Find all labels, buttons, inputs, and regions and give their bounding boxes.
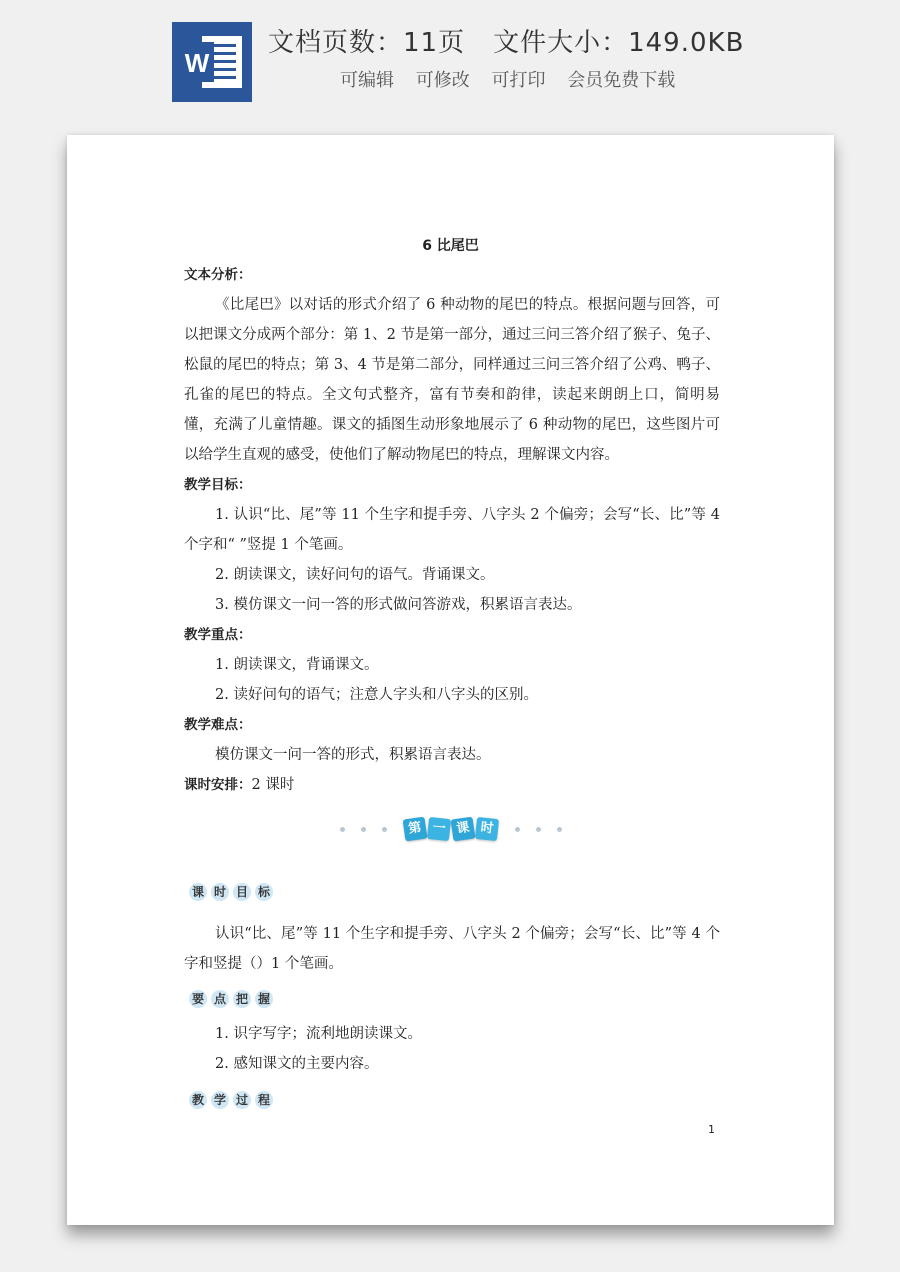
dot-icon [515,827,520,832]
lesson-divider [67,815,834,843]
lesson-goal-tag [189,880,277,904]
dot-icon [361,827,366,832]
page-count: 文档页数：11页 [268,28,466,58]
schedule-value: 2 课时 [251,777,295,793]
difficulty-text: 模仿课文一问一答的形式，积累语言表达。 [215,747,491,763]
goal-item-2: 2. 朗读课文，读好问句的语气。背诵课文。 [215,567,495,583]
feature-printable: 可打印 [491,70,546,91]
goal-item-3: 3. 模仿课文一问一答的形式做问答游戏，积累语言表达。 [215,597,582,613]
tag-char: 教 [189,1091,207,1109]
key-points-heading: 教学重点： [184,627,252,643]
file-info [268,22,744,59]
goal-item-1: 1. 认识“比、尾”等 11 个生字和提手旁、八字头 2 个偏旁；会写“长、比”等 4 个字和“ ”竖提 1 个笔画。 [184,507,720,553]
lesson-goal-block [184,919,720,979]
download-banner [0,0,900,120]
analysis-paragraph: 《比尾巴》以对话的形式介绍了 6 种动物的尾巴的特点。根据问题与回答，可以把课文分成两个部分：第 1、2 节是第一部分，通过三问三答介绍了猴子、兔子、松鼠的尾巴的特点；第 3、4 节是第二部分，同样通过三问三答介绍了公鸡、鸭子、孔雀的尾巴的特点。全文句式整齐，富有节奏和韵律，读起来朗朗上口，简明易懂，充满了儿童情趣。课文的插图生动形象地展示了 6 种动物的尾巴，这些图片可以给学生直观的感受，使他们了解动物尾巴的特点，理解课文内容。 [184,297,720,463]
tag-char: 标 [255,883,273,901]
lesson-badge-char: 课 [450,817,475,842]
lesson-badge-char: 时 [474,817,498,841]
tag-char: 要 [189,990,207,1008]
lesson-goal-text: 认识“比、尾”等 11 个生字和提手旁、八字头 2 个偏旁；会写“长、比”等 4 个字和竖提（）1 个笔画。 [184,926,720,972]
difficulty-heading: 教学难点： [184,717,252,733]
schedule-heading: 课时安排： [184,777,252,793]
dot-icon [382,827,387,832]
key-grasp-tag [189,987,277,1011]
feature-list [340,66,685,92]
feature-editable: 可编辑 [340,70,394,91]
tag-char: 时 [211,883,229,901]
tag-char: 目 [233,883,251,901]
lesson-badge-char: 一 [426,817,450,841]
dot-icon [340,827,345,832]
feature-modifiable: 可修改 [415,70,470,91]
goals-heading: 教学目标： [184,477,252,493]
process-tag [189,1088,277,1112]
tag-char: 把 [233,990,251,1008]
analysis-heading: 文本分析： [184,267,252,283]
dot-icon [557,827,562,832]
dot-icon [536,827,541,832]
tag-char: 程 [255,1091,273,1109]
page-title: 6 比尾巴 [422,238,479,254]
document-page [67,135,834,1225]
word-document-icon [172,22,252,102]
tag-char: 课 [189,883,207,901]
key-point-2: 2. 读好问句的语气；注意人字头和八字头的区别。 [215,687,538,703]
key-grasp-item-2: 2. 感知课文的主要内容。 [215,1056,379,1072]
key-grasp-block [184,1019,720,1079]
page-number: 1 [708,1123,715,1136]
file-size: 文件大小：149.0KB [493,28,745,58]
lesson-badge-char: 第 [402,817,427,842]
word-icon-letter: W [184,48,210,78]
document-body [184,260,720,800]
lesson-badge [403,818,499,840]
feature-member-download: 会员免费下载 [567,70,676,91]
key-grasp-item-1: 1. 识字写字；流利地朗读课文。 [215,1026,422,1042]
key-point-1: 1. 朗读课文，背诵课文。 [215,657,379,673]
schedule-line [184,770,720,800]
tag-char: 握 [255,990,273,1008]
tag-char: 学 [211,1091,229,1109]
tag-char: 点 [211,990,229,1008]
tag-char: 过 [233,1091,251,1109]
